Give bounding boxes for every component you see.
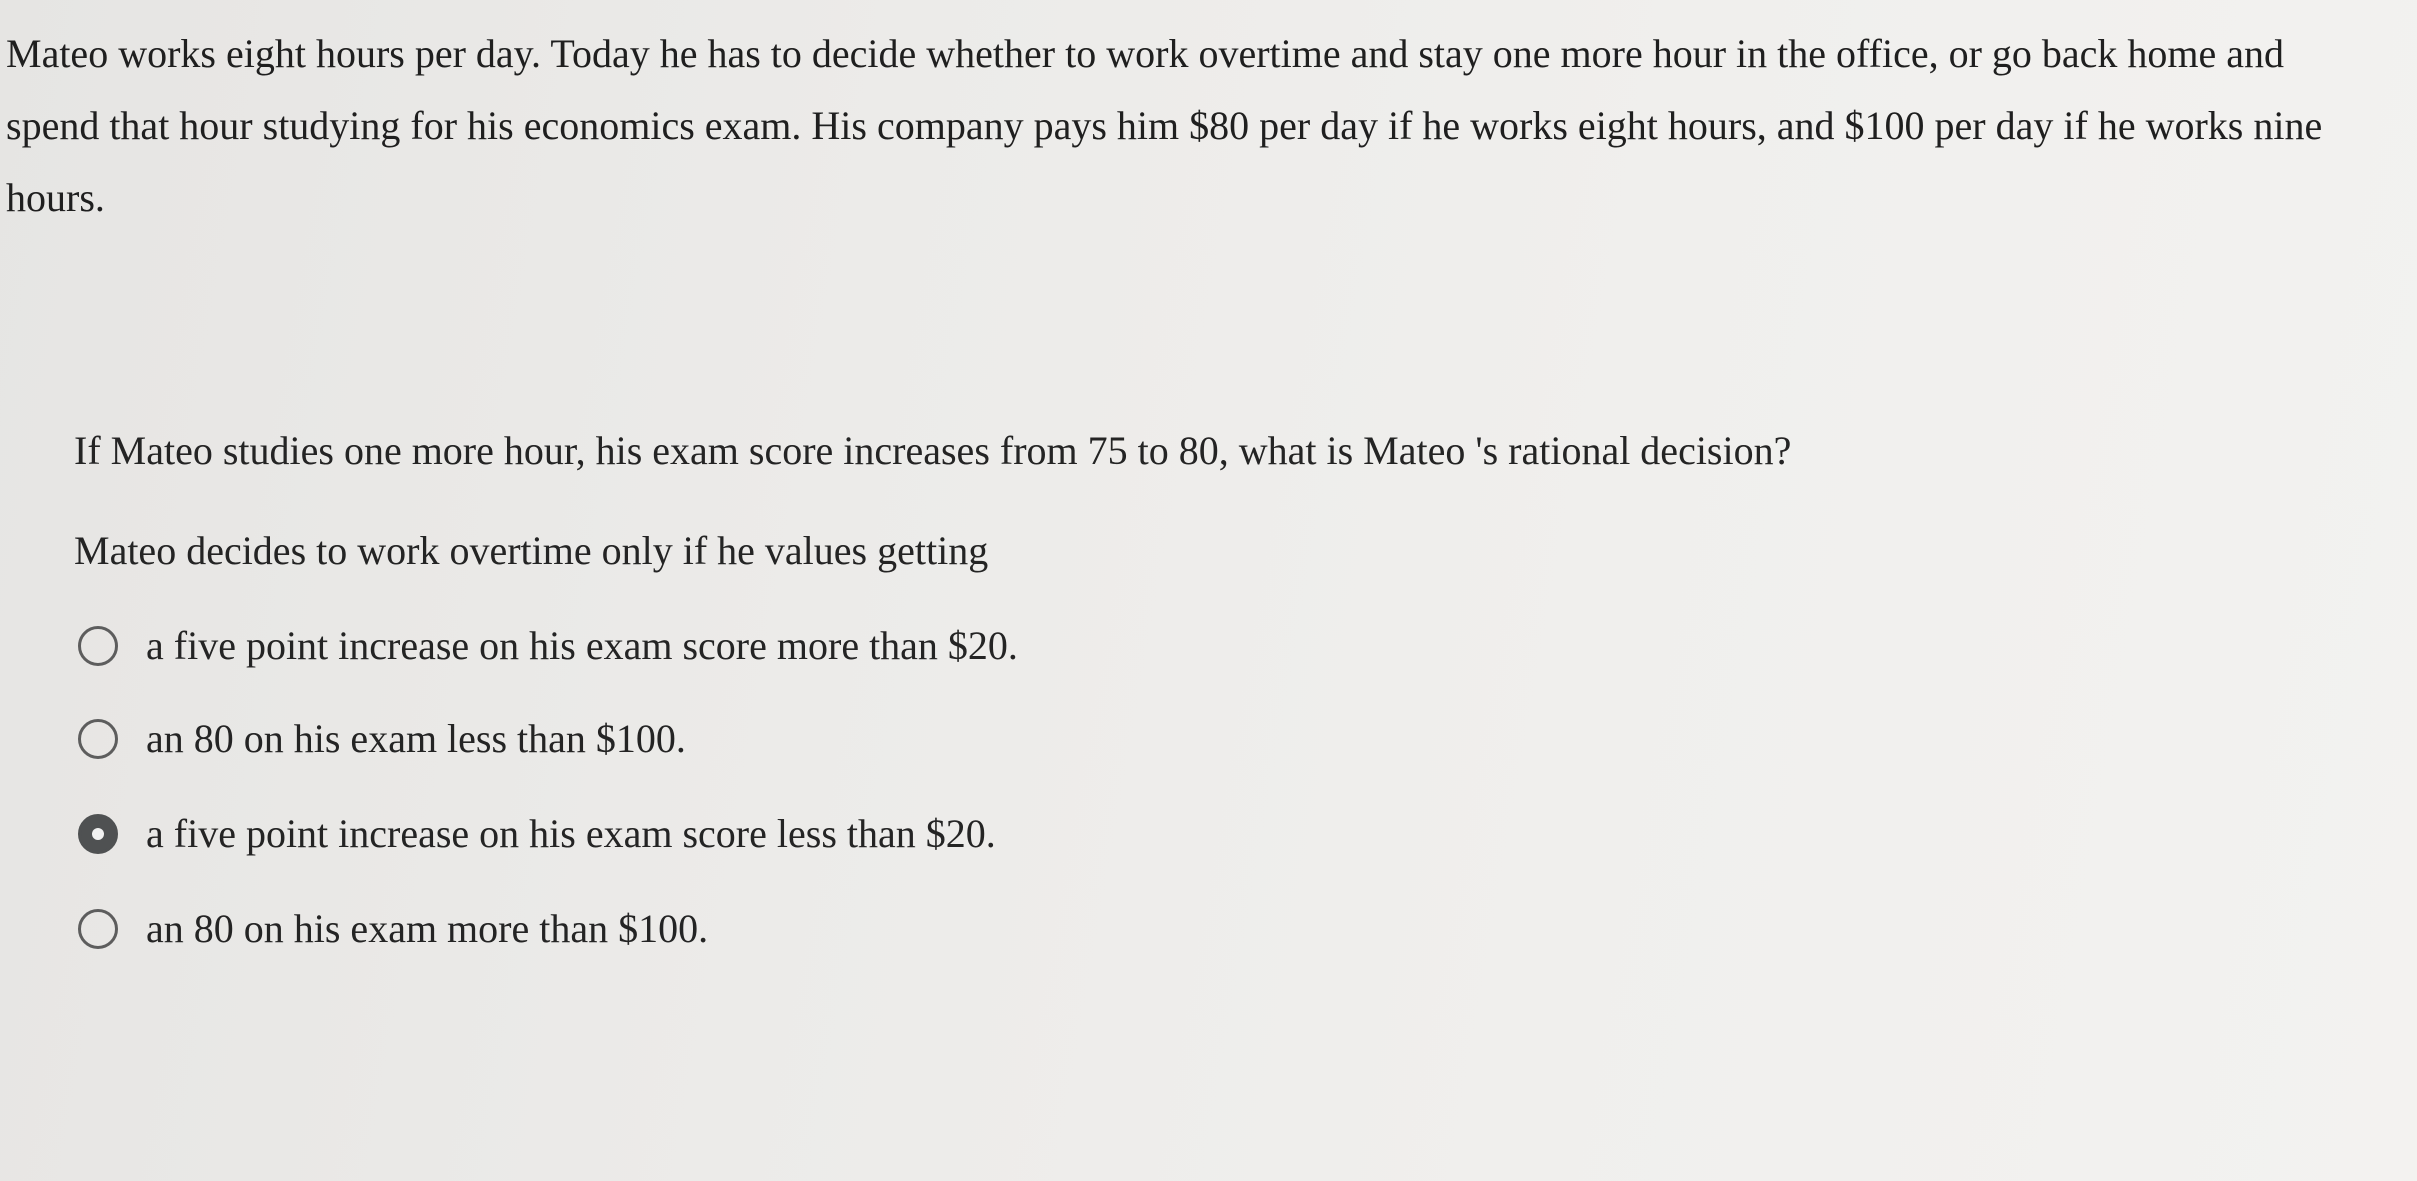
radio-unchecked-icon[interactable]	[78, 719, 118, 759]
radio-checked-icon[interactable]	[78, 814, 118, 854]
problem-statement: Mateo works eight hours per day. Today he has to decide whether to work overtime and stay one more hour in the office, or go back home and spend that hour studying for his economics exam. His company pays him $80 per day if he works eight hours, and $100 per day if he works nine hours.	[6, 31, 2323, 220]
radio-unchecked-icon[interactable]	[78, 626, 118, 666]
question-text: If Mateo studies one more hour, his exam score increases from 75 to 80, what is Mateo 's rational decision?	[74, 428, 1792, 473]
answer-option-label: an 80 on his exam more than $100.	[146, 906, 709, 951]
answer-option-label: a five point increase on his exam score more than $20.	[146, 623, 1018, 668]
answer-option-1[interactable]	[78, 618, 1018, 674]
answer-option-4[interactable]	[78, 901, 708, 957]
answer-option-3[interactable]	[78, 806, 996, 862]
answer-option-2[interactable]	[78, 711, 686, 767]
answer-option-label: a five point increase on his exam score less than $20.	[146, 811, 996, 856]
radio-unchecked-icon[interactable]	[78, 909, 118, 949]
answer-option-label: an 80 on his exam less than $100.	[146, 716, 686, 761]
answer-prompt: Mateo decides to work overtime only if he values getting	[74, 528, 989, 573]
